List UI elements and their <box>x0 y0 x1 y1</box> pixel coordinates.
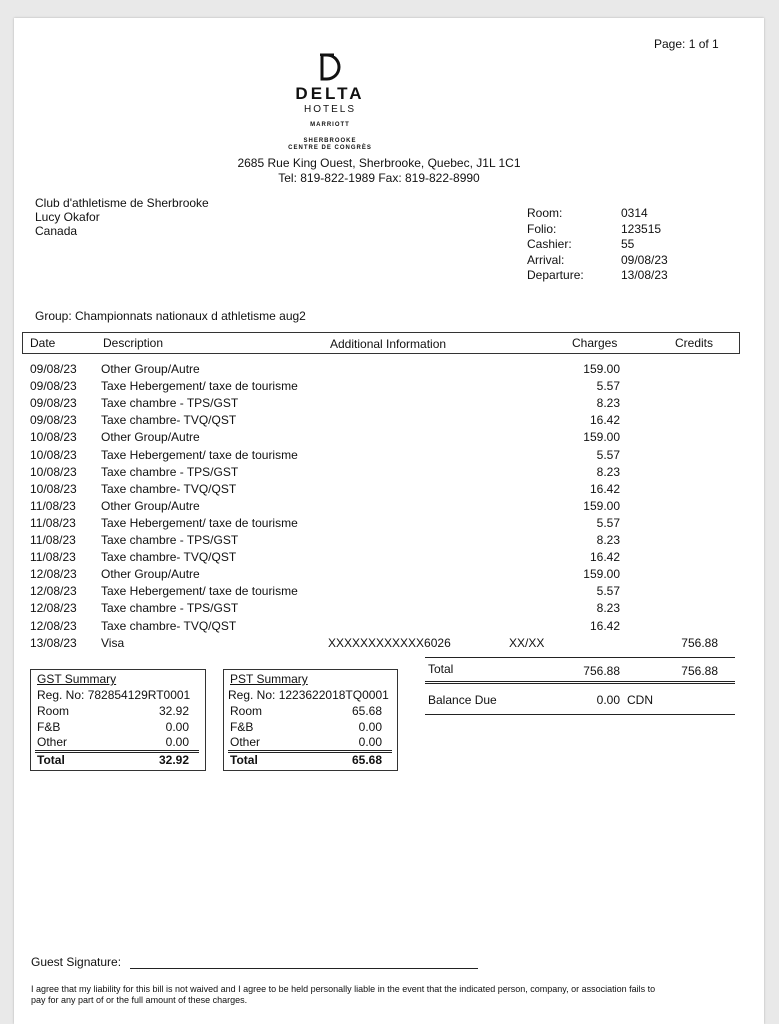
header-credits: Credits <box>675 336 714 350</box>
row-date: 12/08/23 <box>30 601 77 615</box>
row-charges: 16.42 <box>589 550 620 564</box>
guest-line-3: Canada <box>35 224 78 238</box>
totals-bottom-line <box>425 714 735 715</box>
header-additional: Additional Information <box>330 337 447 351</box>
row-date: 11/08/23 <box>30 550 76 564</box>
row-additional: XXXXXXXXXXXX6026 <box>328 636 451 650</box>
row-charges: 5.57 <box>596 379 620 393</box>
row-date: 12/08/23 <box>30 567 77 581</box>
group-name: Group: Championnats nationaux d athletisme aug2 <box>35 309 306 323</box>
hotel-phone: Tel: 819-822-1989 Fax: 819-822-8990 <box>278 171 480 185</box>
totals-double-line <box>425 681 735 684</box>
row-date: 09/08/23 <box>30 396 77 410</box>
row-description: Taxe chambre - TPS/GST <box>101 465 239 479</box>
row-date: 10/08/23 <box>30 430 77 444</box>
row-description: Taxe Hebergement/ taxe de tourisme <box>101 448 298 462</box>
info-label: Folio: <box>527 222 557 236</box>
gst-row-value: 0.00 <box>165 735 189 749</box>
folio-page <box>14 18 764 1024</box>
hotel-brand: DELTA <box>295 84 365 103</box>
row-charges: 159.00 <box>583 499 620 513</box>
row-date: 09/08/23 <box>30 379 77 393</box>
row-description: Other Group/Autre <box>101 499 200 513</box>
pst-total-value: 65.68 <box>351 753 382 767</box>
row-description: Other Group/Autre <box>101 430 200 444</box>
info-label: Departure: <box>527 268 584 282</box>
row-description: Visa <box>101 636 125 650</box>
delta-logo-icon <box>314 52 344 82</box>
gst-row-value: 0.00 <box>165 720 189 734</box>
disclaimer: I agree that my liability for this bill is not waived and I agree to be held personally liable in the event that the indicated person, company, or association fails to pay for any part of or the full amount of these charges. <box>31 984 656 1005</box>
table-header <box>22 332 740 354</box>
balance-value: 0.00 <box>596 693 620 707</box>
row-expiry: XX/XX <box>509 636 545 650</box>
gst-title: GST Summary <box>37 672 117 686</box>
row-date: 10/08/23 <box>30 465 77 479</box>
pst-row-label: F&B <box>230 720 254 734</box>
gst-total-value: 32.92 <box>158 753 189 767</box>
row-charges: 159.00 <box>583 362 620 376</box>
signature-line[interactable] <box>130 968 478 969</box>
info-label: Cashier: <box>527 237 572 251</box>
pst-row-label: Room <box>230 704 263 718</box>
guest-line-2: Lucy Okafor <box>35 210 100 224</box>
gst-reg: Reg. No: 782854129RT0001 <box>37 688 191 702</box>
row-charges: 5.57 <box>596 516 620 530</box>
row-charges: 8.23 <box>596 465 620 479</box>
pst-summary-box <box>223 669 398 771</box>
row-date: 12/08/23 <box>30 584 77 598</box>
page-number: Page: 1 of 1 <box>654 37 719 51</box>
total-label: Total <box>428 662 454 676</box>
pst-row-value: 65.68 <box>351 704 382 718</box>
row-description: Taxe chambre- TVQ/QST <box>101 619 237 633</box>
info-value: 123515 <box>621 222 662 236</box>
hotel-location-2: CENTRE DE CONGRÈS <box>288 145 372 151</box>
row-charges: 16.42 <box>589 619 620 633</box>
header-charges: Charges <box>572 336 618 350</box>
row-charges: 159.00 <box>583 567 620 581</box>
balance-currency: CDN <box>627 693 653 707</box>
info-value: 0314 <box>621 206 648 220</box>
gst-row-label: F&B <box>37 720 61 734</box>
hotel-sub: HOTELS <box>303 104 356 115</box>
row-description: Taxe chambre - TPS/GST <box>101 396 239 410</box>
info-value: 55 <box>621 237 635 251</box>
row-charges: 159.00 <box>583 430 620 444</box>
total-credits: 756.88 <box>681 664 718 678</box>
row-date: 10/08/23 <box>30 448 77 462</box>
row-charges: 8.23 <box>596 396 620 410</box>
row-date: 10/08/23 <box>30 482 77 496</box>
row-charges: 16.42 <box>589 482 620 496</box>
row-description: Other Group/Autre <box>101 362 200 376</box>
gst-row-label: Other <box>37 735 68 749</box>
row-credits: 756.88 <box>681 636 718 650</box>
row-charges: 5.57 <box>596 448 620 462</box>
pst-reg: Reg. No: 1223622018TQ0001 <box>228 688 389 702</box>
header-description: Description <box>103 336 164 350</box>
row-date: 11/08/23 <box>30 533 76 547</box>
row-charges: 8.23 <box>596 601 620 615</box>
row-charges: 8.23 <box>596 533 620 547</box>
pst-row-value: 0.00 <box>358 720 382 734</box>
signature-label: Guest Signature: <box>31 955 122 969</box>
info-label: Arrival: <box>527 253 565 267</box>
row-charges: 16.42 <box>589 413 620 427</box>
hotel-address: 2685 Rue King Ouest, Sherbrooke, Quebec, J1L 1C1 <box>237 156 521 170</box>
row-date: 09/08/23 <box>30 362 77 376</box>
row-date: 09/08/23 <box>30 413 77 427</box>
row-description: Taxe Hebergement/ taxe de tourisme <box>101 379 298 393</box>
guest-line-1: Club d'athletisme de Sherbrooke <box>35 196 209 210</box>
gst-row-value: 32.92 <box>158 704 189 718</box>
info-value: 13/08/23 <box>621 268 668 282</box>
row-description: Taxe chambre- TVQ/QST <box>101 482 237 496</box>
row-description: Taxe chambre- TVQ/QST <box>101 413 237 427</box>
hotel-parent: MARRIOTT <box>310 122 350 128</box>
row-description: Taxe chambre- TVQ/QST <box>101 550 237 564</box>
info-value: 09/08/23 <box>621 253 668 267</box>
pst-title: PST Summary <box>230 672 308 686</box>
hotel-location-1: SHERBROOKE <box>303 138 357 144</box>
gst-row-label: Room <box>37 704 70 718</box>
row-description: Taxe Hebergement/ taxe de tourisme <box>101 516 298 530</box>
pst-row-value: 0.00 <box>358 735 382 749</box>
info-label: Room: <box>527 206 563 220</box>
row-description: Other Group/Autre <box>101 567 200 581</box>
row-date: 11/08/23 <box>30 499 76 513</box>
row-date: 11/08/23 <box>30 516 76 530</box>
pst-row-label: Other <box>230 735 261 749</box>
row-description: Taxe Hebergement/ taxe de tourisme <box>101 584 298 598</box>
pst-total-label: Total <box>230 753 258 767</box>
gst-summary-box <box>30 669 206 771</box>
balance-label: Balance Due <box>428 693 497 707</box>
total-charges: 756.88 <box>583 664 620 678</box>
row-description: Taxe chambre - TPS/GST <box>101 601 239 615</box>
gst-total-label: Total <box>37 753 65 767</box>
header-date: Date <box>30 336 56 350</box>
row-date: 12/08/23 <box>30 619 77 633</box>
row-description: Taxe chambre - TPS/GST <box>101 533 239 547</box>
totals-top-line <box>425 657 735 658</box>
row-charges: 5.57 <box>596 584 620 598</box>
row-date: 13/08/23 <box>30 636 77 650</box>
